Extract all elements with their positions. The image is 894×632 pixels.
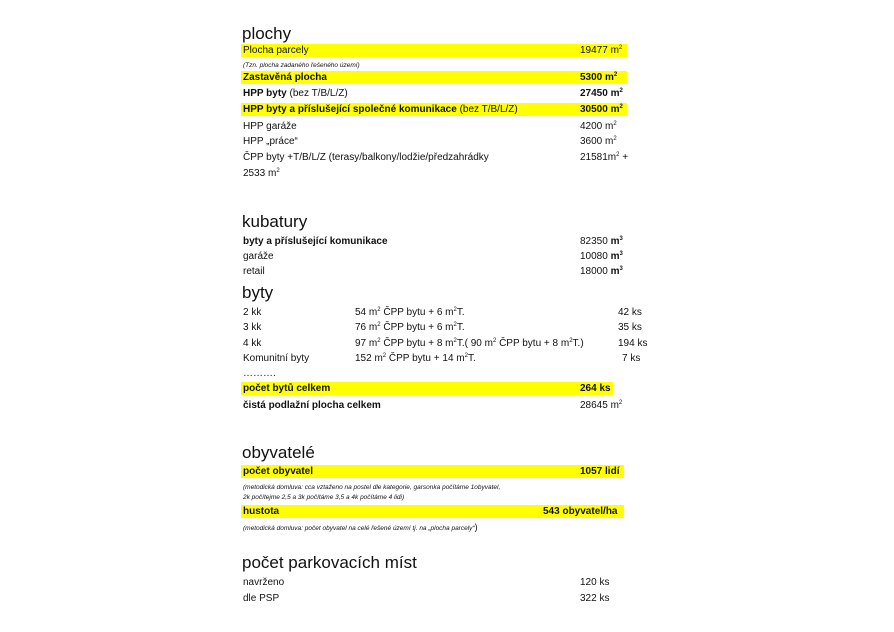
value-dle-psp: 322 ks (580, 593, 610, 604)
label-kub-retail: retail (243, 266, 265, 277)
label-cpp-byty: ČPP byty +T/B/L/Z (terasy/balkony/lodžie/předzahrádky (243, 152, 489, 163)
byty-row-desc: 76 $m^2$ ČPP bytu + 6 $m^2T$. (355, 322, 465, 333)
label-hustota: hustota (243, 506, 280, 517)
label-kub-garaze: garáže (243, 251, 274, 262)
byty-row-desc: 54 $m^2$ ČPP bytu + 6 $m^2T$. (355, 307, 465, 318)
note-obyvatele-1: (metodická domluva: cca vztaženo na postel dle kategorie, garsonka počítáme 1obyvatel, (243, 484, 501, 491)
value-pocet-obyvatel: 1057 lidí (580, 466, 620, 477)
label-zastavena-plocha: Zastavěná plocha (243, 72, 327, 83)
label-navrzeno: navrženo (243, 577, 285, 588)
value-kub-garaze: 10080 $m^3$ (580, 251, 623, 262)
value-kub-retail: 18000 $m^3$ (580, 266, 623, 277)
label-plocha-parcely: Plocha parcely (243, 45, 309, 56)
byty-row-type: 4 kk (243, 338, 262, 349)
note-obyvatele-2: 2k počítejme 2,5 a 3k počítáme 3,5 a 4k počítáme 4 lidi) (243, 494, 405, 501)
value-hustota: 543 obyvatel/ha (543, 506, 618, 517)
byty-row-type: Komunitní byty (243, 353, 310, 364)
section-heading-plochy: plochy (242, 24, 292, 43)
section-heading-kubatury: kubatury (242, 212, 308, 231)
byty-row-desc: 97 $m^2$ ČPP bytu + 8 $m^2T$.( 90 $m^2$ ČPP bytu + 8 $m^2T$.) (355, 338, 584, 349)
value-hpp-komunikace: 30500 $m^2$ (580, 104, 623, 115)
value-hpp-prace: 3600 $m^2$ (580, 136, 617, 147)
note-hustota: (metodická domluva: počet obyvatel na celé řešené území tj. na „plocha parcely“) (243, 522, 478, 532)
byty-row-desc: 152 $m^2$ ČPP bytu + 14 $m^2T$. (355, 353, 476, 364)
note-plocha-parcely: (Tzn. plocha zadaného řešeného území) (243, 62, 360, 69)
label-hpp-byty: HPP byty (bez T/B/L/Z) (243, 88, 348, 99)
value-plocha-parcely: 19477 $m^2$ (580, 45, 623, 56)
section-heading-byty: byty (242, 283, 274, 302)
label-cista-plocha: čistá podlažní plocha celkem (243, 400, 381, 411)
label-hpp-komunikace: HPP byty a příslušející společné komunikace (bez T/B/L/Z) (243, 104, 518, 115)
value-cpp-continuation: 2533 $m^2$ (243, 168, 280, 179)
value-pocet-bytu: 264 ks (580, 383, 611, 394)
value-zastavena-plocha: 5300 $m^2$ (580, 72, 618, 83)
label-kub-byty: byty a příslušející komunikace (243, 236, 388, 247)
value-cpp-byty: $21581m^2$ + (580, 152, 629, 163)
value-hpp-garaze: 4200 $m^2$ (580, 121, 617, 132)
label-pocet-bytu: počet bytů celkem (243, 383, 331, 394)
byty-row-count: 194 ks (618, 338, 648, 349)
label-hpp-garaze: HPP garáže (243, 121, 297, 132)
byty-dots: ………. (243, 368, 276, 379)
section-heading-obyvatele: obyvatelé (242, 443, 315, 462)
byty-row-count: 35 ks (618, 322, 642, 333)
byty-row-type: 2 kk (243, 307, 262, 318)
value-navrzeno: 120 ks (580, 577, 610, 588)
byty-row-count: 42 ks (618, 307, 642, 318)
section-heading-parkovani: počet parkovacích míst (242, 553, 417, 572)
label-hpp-prace: HPP „práce“ (243, 136, 298, 147)
label-pocet-obyvatel: počet obyvatel (243, 466, 314, 477)
value-hpp-byty: 27450 $m^2$ (580, 88, 623, 99)
label-dle-psp: dle PSP (243, 593, 280, 604)
value-kub-byty: 82350 $m^3$ (580, 236, 623, 247)
byty-row-count: 7 ks (622, 353, 641, 364)
byty-row-type: 3 kk (243, 322, 262, 333)
value-cista-plocha: 28645 $m^2$ (580, 400, 623, 411)
